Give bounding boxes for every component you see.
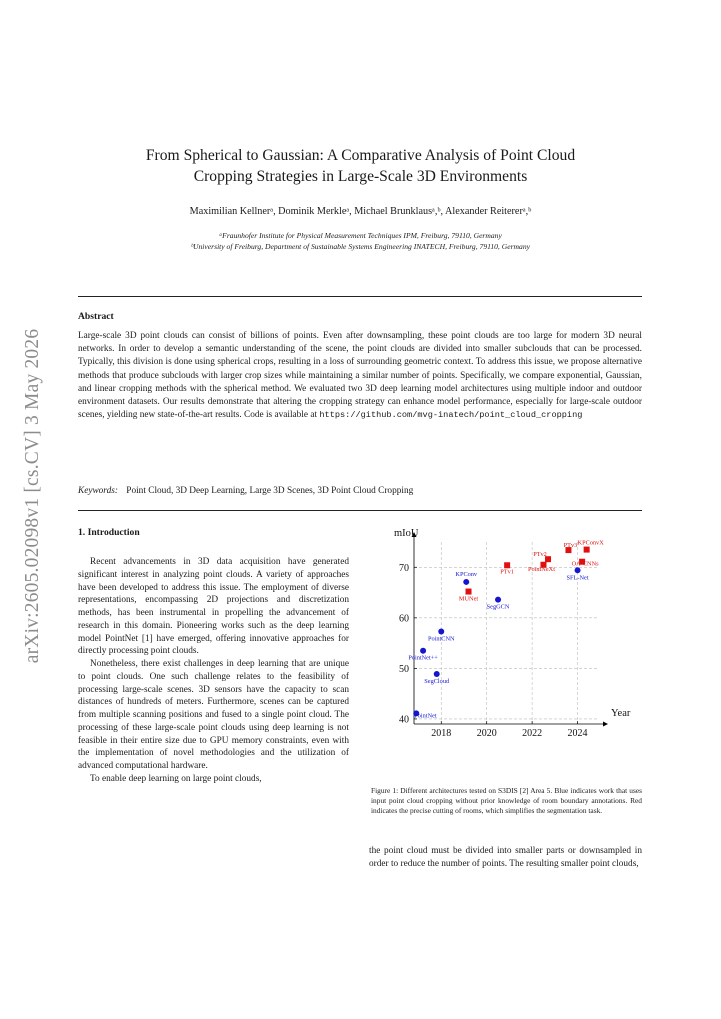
x-tick-label: 2018 bbox=[431, 728, 452, 739]
abstract-text: Large-scale 3D point clouds can consist of billions of points. Even after downsampling, these point clouds are too large for modern 3D neural networks. In order to develop a semantic understanding of the scene, the point clouds are divided into smaller subclouds that can be processed. Typically, this division is done using spherical crops, resulting in a loss of surrounding geometric context. To address this issue, we propose alternative methods that produce subclouds with larger crop sizes while maintaining a similar number of points. Specifically, we compare exponential, Gaussian, and linear cropping methods with the spherical method. We evaluated two 3D deep learning model architectures using multiple indoor and outdoor environment datasets. Our results demonstrate that altering the cropping strategy can enhance model performance, especially for large-scale outdoor scenes, yielding new state-of-the-art results. Code is available at bbox=[78, 331, 642, 421]
top-rule bbox=[78, 296, 642, 297]
point-label-blue: PointNet++ bbox=[408, 654, 438, 662]
section-heading: 1. Introduction bbox=[78, 527, 140, 538]
x-tick-label: 2020 bbox=[476, 728, 497, 739]
point-label-red: PointNeXt bbox=[528, 565, 555, 573]
figure-caption: Figure 1: Different architectures tested on S3DIS [2] Area 5. Blue indicates work that uses input point cloud cropping without prior knowledge of room boundary annotations. Red indicates the precise cutting of rooms, which simplifies the segmentation task. bbox=[371, 786, 642, 816]
keywords-text: Point Cloud, 3D Deep Learning, Large 3D Scenes, 3D Point Cloud Cropping bbox=[126, 486, 414, 496]
y-axis-label: mIoU bbox=[394, 528, 419, 539]
point-label-red: OA-CNNs bbox=[571, 560, 599, 568]
arxiv-identifier bbox=[18, 296, 48, 696]
keywords bbox=[78, 486, 413, 496]
point-label-blue: KPConv bbox=[455, 570, 478, 578]
intro-paragraph-2: Nonetheless, there exist challenges in deep learning that are unique to point clouds. One such challenge relates to the feasibility of processing large-scale scenes. 3D sensors have the capacity to scan distances of hundreds of meters. Furthermore, scenes can be captured from multiple scanning positions and fused to a single point cloud. The processing of these large-scale point clouds using deep learning is not feasible in their entire size due to GPU memory constraints, even with the implementation of novel methodologies and the utilization of advanced computational hardware. bbox=[78, 659, 349, 771]
paper-title bbox=[80, 145, 641, 187]
left-column bbox=[78, 556, 349, 786]
point-label-red: PTv1 bbox=[500, 568, 514, 576]
intro-paragraph-3: To enable deep learning on large point clouds, bbox=[90, 773, 262, 784]
data-point-blue bbox=[463, 579, 469, 585]
figure-1-chart bbox=[362, 524, 644, 784]
point-label-red: MUNet bbox=[458, 595, 479, 603]
point-label-red: PTv2 bbox=[533, 551, 547, 559]
point-label-blue: SegCloud bbox=[424, 677, 450, 685]
y-tick-label: 40 bbox=[399, 714, 409, 726]
data-point-red bbox=[584, 547, 590, 553]
affiliation-a: ᵃFraunhofer Institute for Physical Measurement Techniques IPM, Freiburg, 79110, Germany bbox=[219, 231, 502, 240]
right-column-text: the point cloud must be divided into smaller parts or downsampled in order to reduce the number of points. The resulting smaller point clouds, bbox=[369, 846, 642, 869]
point-label-blue: PointCNN bbox=[427, 635, 455, 643]
keywords-label: Keywords: bbox=[78, 486, 118, 496]
right-column bbox=[369, 845, 642, 871]
title-line-1: From Spherical to Gaussian: A Comparative Analysis of Point Cloud bbox=[145, 147, 576, 164]
bottom-rule bbox=[78, 510, 642, 511]
data-point-blue bbox=[438, 628, 444, 634]
intro-paragraph-1: Recent advancements in 3D data acquisition have generated significant interest in analyzing point clouds. A variety of approaches have been developed to address this issue. The employment of diverse representations, encompassing 2D projections and discretization methods, has been instrumental in propelling the advancement of research in this domain. Pioneering works such as the deep learning model PointNet [1] have emerged, offering innovative approaches for directly processing point clouds. bbox=[78, 557, 349, 657]
point-label-red: PTv3 bbox=[563, 542, 578, 550]
x-tick-label: 2022 bbox=[522, 728, 543, 739]
data-point-red bbox=[466, 589, 472, 595]
y-tick-label: 70 bbox=[399, 562, 409, 574]
y-tick-label: 50 bbox=[399, 663, 409, 675]
data-point-blue bbox=[420, 648, 426, 654]
x-axis-label: Year bbox=[611, 708, 631, 719]
title-line-2: Cropping Strategies in Large-Scale 3D Environments bbox=[193, 168, 528, 185]
abstract-heading: Abstract bbox=[78, 311, 114, 322]
y-tick-label: 60 bbox=[399, 613, 409, 625]
x-axis-arrow bbox=[603, 722, 608, 727]
affiliation-b: ᵇUniversity of Freiburg, Department of Sustainable Systems Engineering INATECH, Freiburg, 79110, Germany bbox=[190, 241, 530, 251]
affiliations bbox=[80, 231, 641, 252]
author-list: Maximilian Kellnerᵃ, Dominik Merkleᵃ, Michael Brunklausᵃ,ᵇ, Alexander Reitererᵃ,ᵇ bbox=[189, 206, 532, 217]
data-point-blue bbox=[495, 597, 501, 603]
scatter-plot bbox=[362, 524, 644, 784]
x-tick-label: 2024 bbox=[567, 728, 588, 739]
data-point-blue bbox=[434, 671, 440, 677]
point-label-blue: SFL-Net bbox=[566, 574, 589, 582]
code-link[interactable]: https://github.com/mvg-inatech/point_cloud_cropping bbox=[319, 410, 583, 421]
arxiv-id-text: arXiv:2605.02098v1 [cs.CV] 3 May 2026 bbox=[22, 328, 43, 664]
point-label-red: KPConvX bbox=[577, 539, 604, 547]
point-label-blue: PointNet bbox=[414, 712, 437, 720]
data-point-blue bbox=[575, 567, 581, 573]
abstract-body bbox=[78, 330, 642, 422]
point-label-blue: SegGCN bbox=[486, 603, 510, 611]
